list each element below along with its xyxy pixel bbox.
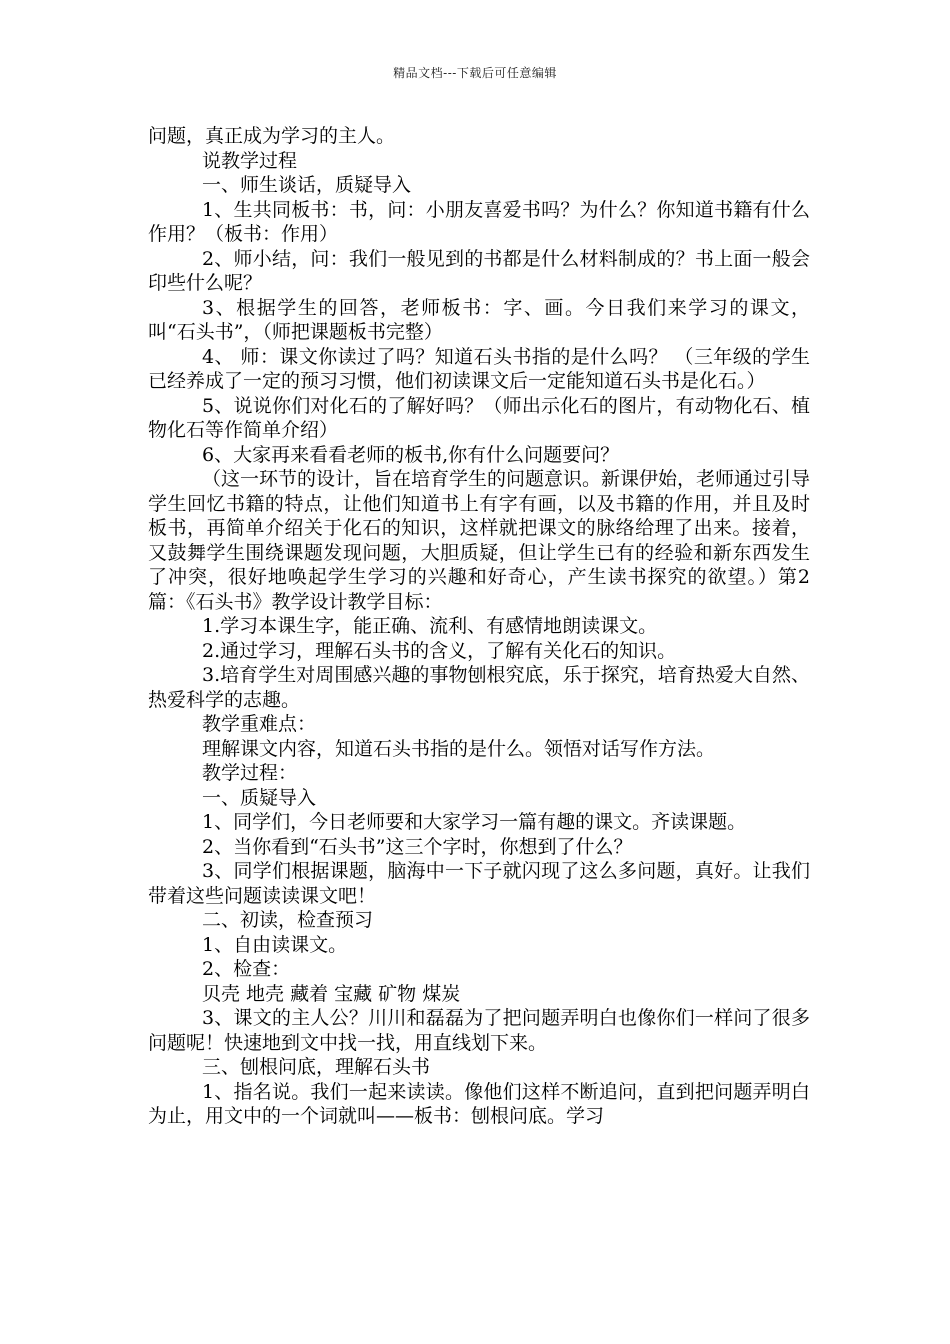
document-body [148, 124, 810, 1129]
document-paragraph: 1、生共同板书：书，问：小朋友喜爱书吗？为什么？你知道书籍有什么作用？（板书：作用） [148, 198, 810, 245]
document-paragraph: 问题，真正成为学习的主人。 [148, 125, 396, 147]
document-paragraph: 说教学过程 [202, 149, 298, 172]
document-paragraph: 贝壳 地壳 藏着 宝藏 矿物 煤炭 [202, 982, 461, 1005]
document-paragraph: 一、师生谈话，质疑导入 [202, 174, 412, 196]
document-paragraph: 3、根据学生的回答，老师板书：字、画。今日我们来学习的课文，叫“石头书”，（师把课题板书完整） [148, 296, 810, 343]
page-header: 精品文档---下载后可任意编辑 [393, 66, 557, 80]
document-paragraph: 教学重难点： [202, 713, 317, 735]
document-paragraph: 1、指名说。我们一起来读读。像他们这样不断追问，直到把问题弄明白为止，用文中的一个词就叫——板书：刨根问底。学习 [148, 1080, 810, 1127]
document-paragraph: 3.培育学生对周围感兴趣的事物刨根究底，乐于探究，培育热爱大自然、热爱科学的志趣。 [148, 664, 810, 711]
document-paragraph: 三、刨根问底，理解石头书 [202, 1056, 431, 1078]
document-paragraph: 2、检查： [202, 958, 291, 980]
document-paragraph: 3、同学们根据课题，脑海中一下子就闪现了这么多问题，真好。让我们带着这些问题读读课文吧！ [148, 860, 810, 907]
document-paragraph: 6、大家再来看看老师的板书,你有什么问题要问？ [202, 443, 620, 466]
document-paragraph: 二、初读，检查预习 [202, 909, 374, 931]
document-paragraph: 2.通过学习，理解石头书的含义，了解有关化石的知识。 [202, 639, 677, 662]
document-paragraph: 4、 师：课文你读过了吗？知道石头书指的是什么吗？ （三年级的学生已经养成了一定的预习习惯，他们初读课文后一定能知道石头书是化石。） [148, 345, 810, 392]
document-paragraph: 3、课文的主人公？川川和磊磊为了把问题弄明白也像你们一样问了很多问题呢！快速地到文中找一找，用直线划下来。 [148, 1007, 810, 1054]
document-paragraph: 2、当你看到“石头书”这三个字时，你想到了什么？ [202, 835, 633, 858]
document-paragraph: 2、师小结，问：我们一般见到的书都是什么材料制成的？书上面一般会印些什么呢？ [148, 247, 810, 294]
document-paragraph: 一、质疑导入 [202, 786, 317, 809]
document-paragraph: 1.学习本课生字，能正确、流利、有感情地朗读课文。 [202, 615, 658, 637]
document-paragraph: 1、同学们，今日老师要和大家学习一篇有趣的课文。齐读课题。 [202, 811, 747, 833]
document-paragraph: 1、自由读课文。 [202, 933, 348, 956]
document-paragraph: 理解课文内容，知道石头书指的是什么。领悟对话写作方法。 [202, 737, 716, 760]
document-paragraph: 教学过程： [202, 762, 298, 784]
document-paragraph: 5、说说你们对化石的了解好吗？（师出示化石的图片，有动物化石、植物化石等作简单介绍） [148, 394, 810, 441]
document-paragraph: （这一环节的设计，旨在培育学生的问题意识。新课伊始，老师通过引导学生回忆书籍的特点，让他们知道书上有字有画，以及书籍的作用，并且及时板书，再简单介绍关于化石的知识，这样就把课文的脉络给理了出来。接着，又鼓舞学生围绕课题发现问题，大胆质疑，但让学生已有的经验和新东西发生了冲突，很好地唤起学生学习的兴趣和好奇心，产生读书探究的欲望。）第2篇：《石头书》教学设计教学目标： [148, 468, 811, 613]
